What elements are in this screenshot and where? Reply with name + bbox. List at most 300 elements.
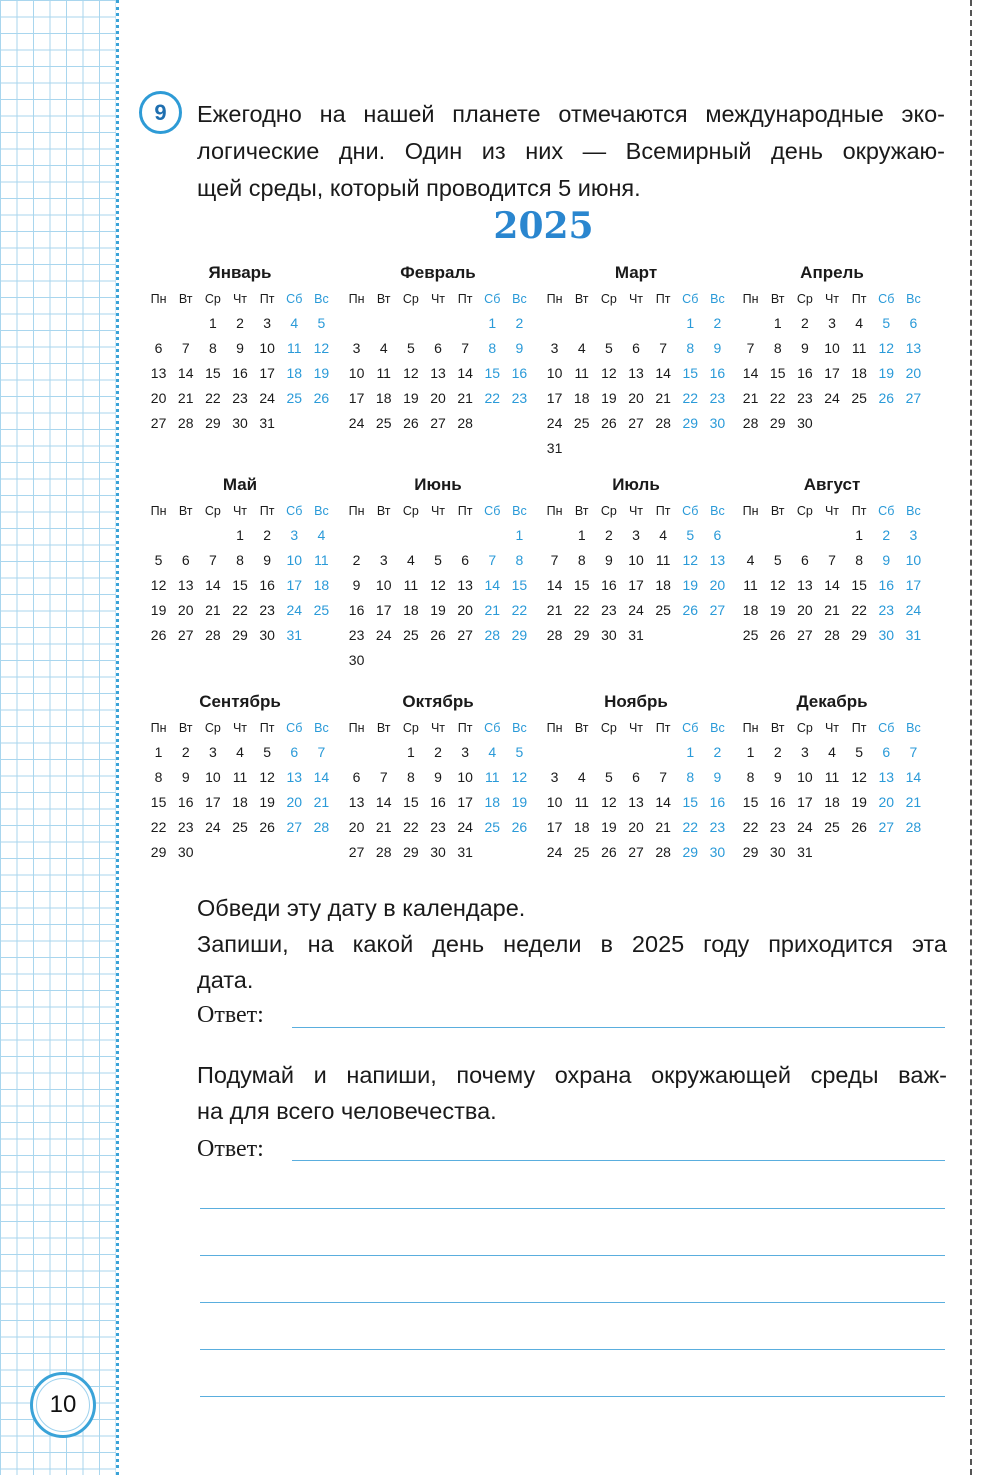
day-cell[interactable]: 11 — [574, 365, 589, 381]
day-cell[interactable]: 1 — [686, 744, 695, 760]
day-cell[interactable]: 28 — [177, 415, 194, 431]
day-cell[interactable]: 19 — [150, 602, 167, 618]
day-cell[interactable]: 11 — [574, 794, 589, 810]
day-cell[interactable]: 17 — [286, 577, 303, 593]
day-cell[interactable]: 15 — [682, 794, 699, 810]
day-cell[interactable]: 10 — [546, 794, 563, 810]
day-cell[interactable]: 7 — [659, 769, 668, 785]
day-cell[interactable]: 2 — [181, 744, 190, 760]
day-cell[interactable]: 12 — [259, 769, 275, 785]
day-cell[interactable]: 12 — [682, 552, 699, 568]
day-cell[interactable]: 9 — [352, 577, 361, 593]
day-cell[interactable]: 7 — [181, 340, 190, 356]
day-cell[interactable]: 19 — [511, 794, 528, 810]
day-cell[interactable]: 26 — [769, 627, 786, 643]
day-cell[interactable]: 13 — [628, 794, 644, 810]
day-cell[interactable]: 4 — [317, 527, 326, 543]
day-cell[interactable]: 3 — [550, 769, 559, 785]
day-cell[interactable]: 9 — [882, 552, 891, 568]
day-cell[interactable]: 18 — [403, 602, 419, 618]
day-cell[interactable]: 8 — [746, 769, 755, 785]
day-cell[interactable]: 21 — [655, 819, 671, 835]
day-cell[interactable]: 4 — [855, 315, 864, 331]
day-cell[interactable]: 14 — [313, 769, 330, 785]
day-cell[interactable]: 28 — [905, 819, 922, 835]
day-cell[interactable]: 20 — [628, 819, 644, 835]
day-cell[interactable]: 3 — [290, 527, 299, 543]
day-cell[interactable]: 26 — [601, 415, 617, 431]
day-cell[interactable]: 20 — [286, 794, 303, 810]
day-cell[interactable]: 27 — [878, 819, 895, 835]
day-cell[interactable]: 22 — [484, 390, 501, 406]
day-cell[interactable]: 18 — [824, 794, 840, 810]
day-cell[interactable]: 5 — [154, 552, 163, 568]
day-cell[interactable]: 10 — [546, 365, 563, 381]
day-cell[interactable]: 3 — [632, 527, 640, 543]
day-cell[interactable]: 23 — [797, 390, 813, 406]
day-cell[interactable]: 13 — [905, 340, 922, 356]
day-cell[interactable]: 11 — [851, 340, 867, 356]
day-cell[interactable]: 2 — [434, 744, 442, 760]
day-cell[interactable]: 28 — [484, 627, 501, 643]
day-cell[interactable]: 8 — [208, 340, 217, 356]
day-cell[interactable]: 30 — [769, 844, 786, 860]
day-cell[interactable]: 4 — [488, 744, 497, 760]
day-cell[interactable]: 7 — [317, 744, 326, 760]
day-cell[interactable]: 4 — [659, 527, 668, 543]
day-cell[interactable]: 20 — [150, 390, 167, 406]
day-cell[interactable]: 16 — [709, 794, 726, 810]
day-cell[interactable]: 25 — [851, 390, 867, 406]
day-cell[interactable]: 3 — [909, 527, 918, 543]
day-cell[interactable]: 4 — [236, 744, 244, 760]
day-cell[interactable]: 29 — [742, 844, 759, 860]
day-cell[interactable]: 10 — [286, 552, 303, 568]
day-cell[interactable]: 5 — [434, 552, 442, 568]
day-cell[interactable]: 9 — [604, 552, 613, 568]
day-cell[interactable]: 15 — [484, 365, 501, 381]
day-cell[interactable]: 23 — [511, 390, 528, 406]
day-cell[interactable]: 20 — [905, 365, 922, 381]
day-cell[interactable]: 30 — [797, 415, 813, 431]
day-cell[interactable]: 18 — [286, 365, 303, 381]
day-cell[interactable]: 27 — [177, 627, 194, 643]
day-cell[interactable]: 17 — [457, 794, 473, 810]
day-cell[interactable]: 20 — [430, 390, 446, 406]
day-cell[interactable]: 20 — [457, 602, 473, 618]
day-cell[interactable]: 16 — [601, 577, 617, 593]
day-cell[interactable]: 14 — [824, 577, 840, 593]
day-cell[interactable]: 31 — [286, 627, 303, 643]
day-cell[interactable]: 28 — [742, 415, 759, 431]
day-cell[interactable]: 2 — [773, 744, 782, 760]
day-cell[interactable]: 29 — [769, 415, 786, 431]
day-cell[interactable]: 14 — [177, 365, 194, 381]
day-cell[interactable]: 15 — [682, 365, 699, 381]
day-cell[interactable]: 8 — [488, 340, 497, 356]
day-cell[interactable]: 8 — [577, 552, 586, 568]
day-cell[interactable]: 12 — [601, 365, 617, 381]
day-cell[interactable]: 28 — [655, 844, 671, 860]
day-cell[interactable]: 2 — [604, 527, 613, 543]
day-cell[interactable]: 23 — [601, 602, 617, 618]
day-cell[interactable]: 14 — [655, 794, 671, 810]
day-cell[interactable]: 30 — [259, 627, 275, 643]
day-cell[interactable]: 3 — [263, 315, 272, 331]
day-cell[interactable]: 13 — [709, 552, 726, 568]
day-cell[interactable]: 19 — [601, 819, 617, 835]
day-cell[interactable]: 22 — [851, 602, 867, 618]
day-cell[interactable]: 24 — [457, 819, 473, 835]
day-cell[interactable]: 6 — [290, 744, 299, 760]
day-cell[interactable]: 29 — [573, 627, 590, 643]
day-cell[interactable]: 11 — [232, 769, 248, 785]
day-cell[interactable]: 9 — [434, 769, 442, 785]
day-cell[interactable]: 15 — [205, 365, 221, 381]
day-cell[interactable]: 8 — [686, 769, 695, 785]
day-cell[interactable]: 17 — [375, 602, 392, 618]
day-cell[interactable]: 12 — [313, 340, 330, 356]
day-cell[interactable]: 6 — [352, 769, 361, 785]
day-cell[interactable]: 13 — [348, 794, 365, 810]
day-cell[interactable]: 13 — [286, 769, 303, 785]
day-cell[interactable]: 26 — [682, 602, 699, 618]
day-cell[interactable]: 16 — [348, 602, 365, 618]
day-cell[interactable]: 16 — [232, 365, 248, 381]
day-cell[interactable]: 22 — [682, 390, 699, 406]
day-cell[interactable]: 8 — [236, 552, 244, 568]
day-cell[interactable]: 21 — [457, 390, 473, 406]
day-cell[interactable]: 1 — [577, 527, 586, 543]
day-cell[interactable]: 21 — [655, 390, 671, 406]
day-cell[interactable]: 19 — [851, 794, 867, 810]
day-cell[interactable]: 14 — [457, 365, 473, 381]
day-cell[interactable]: 24 — [546, 844, 563, 860]
day-cell[interactable]: 22 — [150, 819, 167, 835]
day-cell[interactable]: 3 — [550, 340, 559, 356]
day-cell[interactable]: 11 — [485, 769, 500, 785]
day-cell[interactable]: 3 — [800, 744, 809, 760]
day-cell[interactable]: 9 — [800, 340, 809, 356]
day-cell[interactable]: 28 — [824, 627, 840, 643]
day-cell[interactable]: 21 — [313, 794, 330, 810]
day-cell[interactable]: 17 — [546, 390, 563, 406]
day-cell[interactable]: 10 — [457, 769, 473, 785]
day-cell[interactable]: 27 — [457, 627, 473, 643]
day-cell[interactable]: 10 — [375, 577, 392, 593]
day-cell[interactable]: 18 — [232, 794, 248, 810]
day-cell[interactable]: 23 — [709, 819, 726, 835]
day-cell[interactable]: 1 — [773, 315, 782, 331]
day-cell[interactable]: 25 — [655, 602, 671, 618]
day-cell[interactable]: 27 — [430, 415, 446, 431]
day-cell[interactable]: 14 — [375, 794, 392, 810]
day-cell[interactable]: 26 — [259, 819, 275, 835]
day-cell[interactable]: 5 — [882, 315, 891, 331]
day-cell[interactable]: 21 — [205, 602, 221, 618]
day-cell[interactable]: 13 — [878, 769, 895, 785]
day-cell[interactable]: 26 — [430, 627, 446, 643]
day-cell[interactable]: 18 — [313, 577, 330, 593]
day-cell[interactable]: 19 — [403, 390, 419, 406]
day-cell[interactable]: 2 — [800, 315, 809, 331]
day-cell[interactable]: 21 — [546, 602, 563, 618]
answer1-line[interactable] — [292, 1027, 945, 1028]
day-cell[interactable]: 7 — [208, 552, 217, 568]
day-cell[interactable]: 12 — [851, 769, 867, 785]
day-cell[interactable]: 9 — [515, 340, 524, 356]
day-cell[interactable]: 6 — [909, 315, 918, 331]
day-cell[interactable]: 13 — [150, 365, 167, 381]
day-cell[interactable]: 25 — [403, 627, 419, 643]
day-cell[interactable]: 3 — [352, 340, 361, 356]
day-cell[interactable]: 24 — [628, 602, 644, 618]
day-cell[interactable]: 8 — [686, 340, 695, 356]
day-cell[interactable]: 22 — [511, 602, 528, 618]
day-cell[interactable]: 1 — [746, 744, 755, 760]
day-cell[interactable]: 15 — [769, 365, 786, 381]
day-cell[interactable]: 2 — [713, 744, 722, 760]
day-cell[interactable]: 28 — [313, 819, 330, 835]
day-cell[interactable]: 25 — [742, 627, 759, 643]
day-cell[interactable]: 27 — [905, 390, 922, 406]
day-cell[interactable]: 7 — [659, 340, 668, 356]
day-cell[interactable]: 26 — [313, 390, 330, 406]
day-cell[interactable]: 18 — [573, 819, 590, 835]
day-cell[interactable]: 24 — [375, 627, 392, 643]
day-cell[interactable]: 1 — [855, 527, 864, 543]
day-cell[interactable]: 26 — [601, 844, 617, 860]
day-cell[interactable]: 17 — [797, 794, 813, 810]
day-cell[interactable]: 23 — [348, 627, 365, 643]
day-cell[interactable]: 21 — [484, 602, 501, 618]
day-cell[interactable]: 13 — [177, 577, 194, 593]
day-cell[interactable]: 11 — [743, 577, 758, 593]
day-cell[interactable]: 15 — [150, 794, 167, 810]
day-cell[interactable]: 29 — [150, 844, 167, 860]
day-cell[interactable]: 6 — [154, 340, 163, 356]
answer2-line[interactable] — [292, 1160, 945, 1161]
answer2-line[interactable] — [200, 1302, 945, 1303]
day-cell[interactable]: 12 — [769, 577, 786, 593]
day-cell[interactable]: 17 — [205, 794, 221, 810]
day-cell[interactable]: 27 — [348, 844, 365, 860]
day-cell[interactable]: 4 — [577, 340, 586, 356]
day-cell[interactable]: 2 — [713, 315, 722, 331]
day-cell[interactable]: 18 — [851, 365, 867, 381]
day-cell[interactable]: 27 — [797, 627, 813, 643]
day-cell[interactable]: 6 — [461, 552, 470, 568]
day-cell[interactable]: 27 — [150, 415, 167, 431]
day-cell[interactable]: 10 — [205, 769, 221, 785]
day-cell[interactable]: 10 — [259, 340, 275, 356]
day-cell[interactable]: 26 — [403, 415, 419, 431]
day-cell[interactable]: 8 — [154, 769, 163, 785]
day-cell[interactable]: 25 — [573, 844, 590, 860]
day-cell[interactable]: 8 — [515, 552, 524, 568]
day-cell[interactable]: 22 — [232, 602, 248, 618]
day-cell[interactable]: 20 — [878, 794, 895, 810]
day-cell[interactable]: 13 — [430, 365, 446, 381]
day-cell[interactable]: 24 — [905, 602, 922, 618]
day-cell[interactable]: 17 — [546, 819, 563, 835]
day-cell[interactable]: 29 — [205, 415, 221, 431]
day-cell[interactable]: 7 — [828, 552, 836, 568]
day-cell[interactable]: 17 — [628, 577, 644, 593]
day-cell[interactable]: 12 — [511, 769, 528, 785]
day-cell[interactable]: 3 — [828, 315, 836, 331]
day-cell[interactable]: 18 — [742, 602, 759, 618]
day-cell[interactable]: 5 — [604, 340, 613, 356]
day-cell[interactable]: 19 — [430, 602, 446, 618]
day-cell[interactable]: 2 — [515, 315, 524, 331]
day-cell[interactable]: 6 — [882, 744, 891, 760]
day-cell[interactable]: 13 — [797, 577, 813, 593]
day-cell[interactable]: 13 — [457, 577, 473, 593]
day-cell[interactable]: 10 — [797, 769, 813, 785]
day-cell[interactable]: 8 — [406, 769, 415, 785]
day-cell[interactable]: 16 — [430, 794, 446, 810]
day-cell[interactable]: 10 — [824, 340, 840, 356]
day-cell[interactable]: 28 — [375, 844, 392, 860]
day-cell[interactable]: 12 — [150, 577, 167, 593]
day-cell[interactable]: 4 — [828, 744, 836, 760]
day-cell[interactable]: 16 — [878, 577, 895, 593]
day-cell[interactable]: 7 — [550, 552, 559, 568]
day-cell[interactable]: 7 — [746, 340, 755, 356]
day-cell[interactable]: 14 — [205, 577, 221, 593]
day-cell[interactable]: 24 — [546, 415, 563, 431]
day-cell[interactable]: 24 — [205, 819, 221, 835]
day-cell[interactable]: 25 — [824, 819, 840, 835]
day-cell[interactable]: 29 — [682, 844, 699, 860]
day-cell[interactable]: 11 — [403, 577, 419, 593]
day-cell[interactable]: 6 — [181, 552, 190, 568]
day-cell[interactable]: 21 — [742, 390, 759, 406]
day-cell[interactable]: 3 — [208, 744, 217, 760]
day-cell[interactable]: 22 — [742, 819, 759, 835]
day-cell[interactable]: 25 — [484, 819, 501, 835]
day-cell[interactable]: 30 — [709, 415, 726, 431]
day-cell[interactable]: 23 — [177, 819, 194, 835]
day-cell[interactable]: 25 — [313, 602, 330, 618]
day-cell[interactable]: 27 — [628, 415, 644, 431]
day-cell[interactable]: 16 — [259, 577, 275, 593]
day-cell[interactable]: 25 — [375, 415, 392, 431]
day-cell[interactable]: 4 — [746, 552, 755, 568]
day-cell[interactable]: 31 — [259, 415, 275, 431]
day-cell[interactable]: 17 — [905, 577, 922, 593]
day-cell[interactable]: 5 — [317, 315, 326, 331]
day-cell[interactable]: 30 — [232, 415, 248, 431]
day-cell[interactable]: 18 — [375, 390, 392, 406]
day-cell[interactable]: 30 — [348, 652, 365, 668]
day-cell[interactable]: 22 — [403, 819, 419, 835]
day-cell[interactable]: 29 — [511, 627, 528, 643]
day-cell[interactable]: 30 — [601, 627, 617, 643]
day-cell[interactable]: 20 — [628, 390, 644, 406]
day-cell[interactable]: 29 — [232, 627, 248, 643]
day-cell[interactable]: 22 — [573, 602, 590, 618]
day-cell[interactable]: 16 — [797, 365, 813, 381]
day-cell[interactable]: 12 — [601, 794, 617, 810]
day-cell[interactable]: 28 — [457, 415, 473, 431]
day-cell[interactable]: 14 — [546, 577, 563, 593]
day-cell[interactable]: 15 — [232, 577, 248, 593]
day-cell[interactable]: 21 — [824, 602, 840, 618]
day-cell[interactable]: 24 — [348, 415, 365, 431]
day-cell[interactable]: 26 — [851, 819, 867, 835]
day-cell[interactable]: 2 — [263, 527, 272, 543]
day-cell[interactable]: 27 — [286, 819, 303, 835]
day-cell[interactable]: 5 — [406, 340, 415, 356]
answer2-line[interactable] — [200, 1208, 945, 1209]
day-cell[interactable]: 11 — [824, 769, 840, 785]
day-cell[interactable]: 24 — [824, 390, 840, 406]
day-cell[interactable]: 17 — [824, 365, 840, 381]
day-cell[interactable]: 7 — [909, 744, 918, 760]
day-cell[interactable]: 5 — [686, 527, 695, 543]
day-cell[interactable]: 12 — [430, 577, 446, 593]
day-cell[interactable]: 26 — [878, 390, 895, 406]
day-cell[interactable]: 24 — [259, 390, 275, 406]
day-cell[interactable]: 1 — [488, 315, 497, 331]
day-cell[interactable]: 15 — [573, 577, 590, 593]
day-cell[interactable]: 31 — [628, 627, 644, 643]
day-cell[interactable]: 16 — [511, 365, 528, 381]
day-cell[interactable]: 21 — [375, 819, 392, 835]
day-cell[interactable]: 23 — [232, 390, 248, 406]
day-cell[interactable]: 17 — [348, 390, 365, 406]
day-cell[interactable]: 12 — [403, 365, 419, 381]
day-cell[interactable]: 5 — [773, 552, 782, 568]
day-cell[interactable]: 19 — [682, 577, 699, 593]
day-cell[interactable]: 9 — [181, 769, 190, 785]
day-cell[interactable]: 20 — [177, 602, 194, 618]
day-cell[interactable]: 12 — [878, 340, 895, 356]
day-cell[interactable]: 31 — [457, 844, 473, 860]
day-cell[interactable]: 5 — [515, 744, 524, 760]
day-cell[interactable]: 15 — [511, 577, 528, 593]
day-cell[interactable]: 21 — [177, 390, 194, 406]
day-cell[interactable]: 2 — [236, 315, 244, 331]
day-cell[interactable]: 1 — [686, 315, 695, 331]
day-cell[interactable]: 19 — [878, 365, 895, 381]
day-cell[interactable]: 18 — [573, 390, 590, 406]
day-cell[interactable]: 1 — [406, 744, 415, 760]
day-cell[interactable]: 15 — [851, 577, 867, 593]
day-cell[interactable]: 5 — [855, 744, 864, 760]
day-cell[interactable]: 31 — [546, 440, 563, 456]
day-cell[interactable]: 31 — [905, 627, 922, 643]
day-cell[interactable]: 29 — [403, 844, 419, 860]
day-cell[interactable]: 4 — [406, 552, 415, 568]
day-cell[interactable]: 11 — [287, 340, 302, 356]
day-cell[interactable]: 1 — [515, 527, 524, 543]
day-cell[interactable]: 24 — [286, 602, 303, 618]
day-cell[interactable]: 23 — [259, 602, 275, 618]
day-cell[interactable]: 30 — [709, 844, 726, 860]
day-cell[interactable]: 22 — [205, 390, 221, 406]
day-cell[interactable]: 6 — [713, 527, 722, 543]
day-cell[interactable]: 6 — [434, 340, 442, 356]
day-cell[interactable]: 14 — [484, 577, 501, 593]
day-cell[interactable]: 30 — [878, 627, 895, 643]
day-cell[interactable]: 10 — [628, 552, 644, 568]
answer2-line[interactable] — [200, 1255, 945, 1256]
day-cell[interactable]: 15 — [403, 794, 419, 810]
day-cell[interactable]: 9 — [713, 340, 722, 356]
